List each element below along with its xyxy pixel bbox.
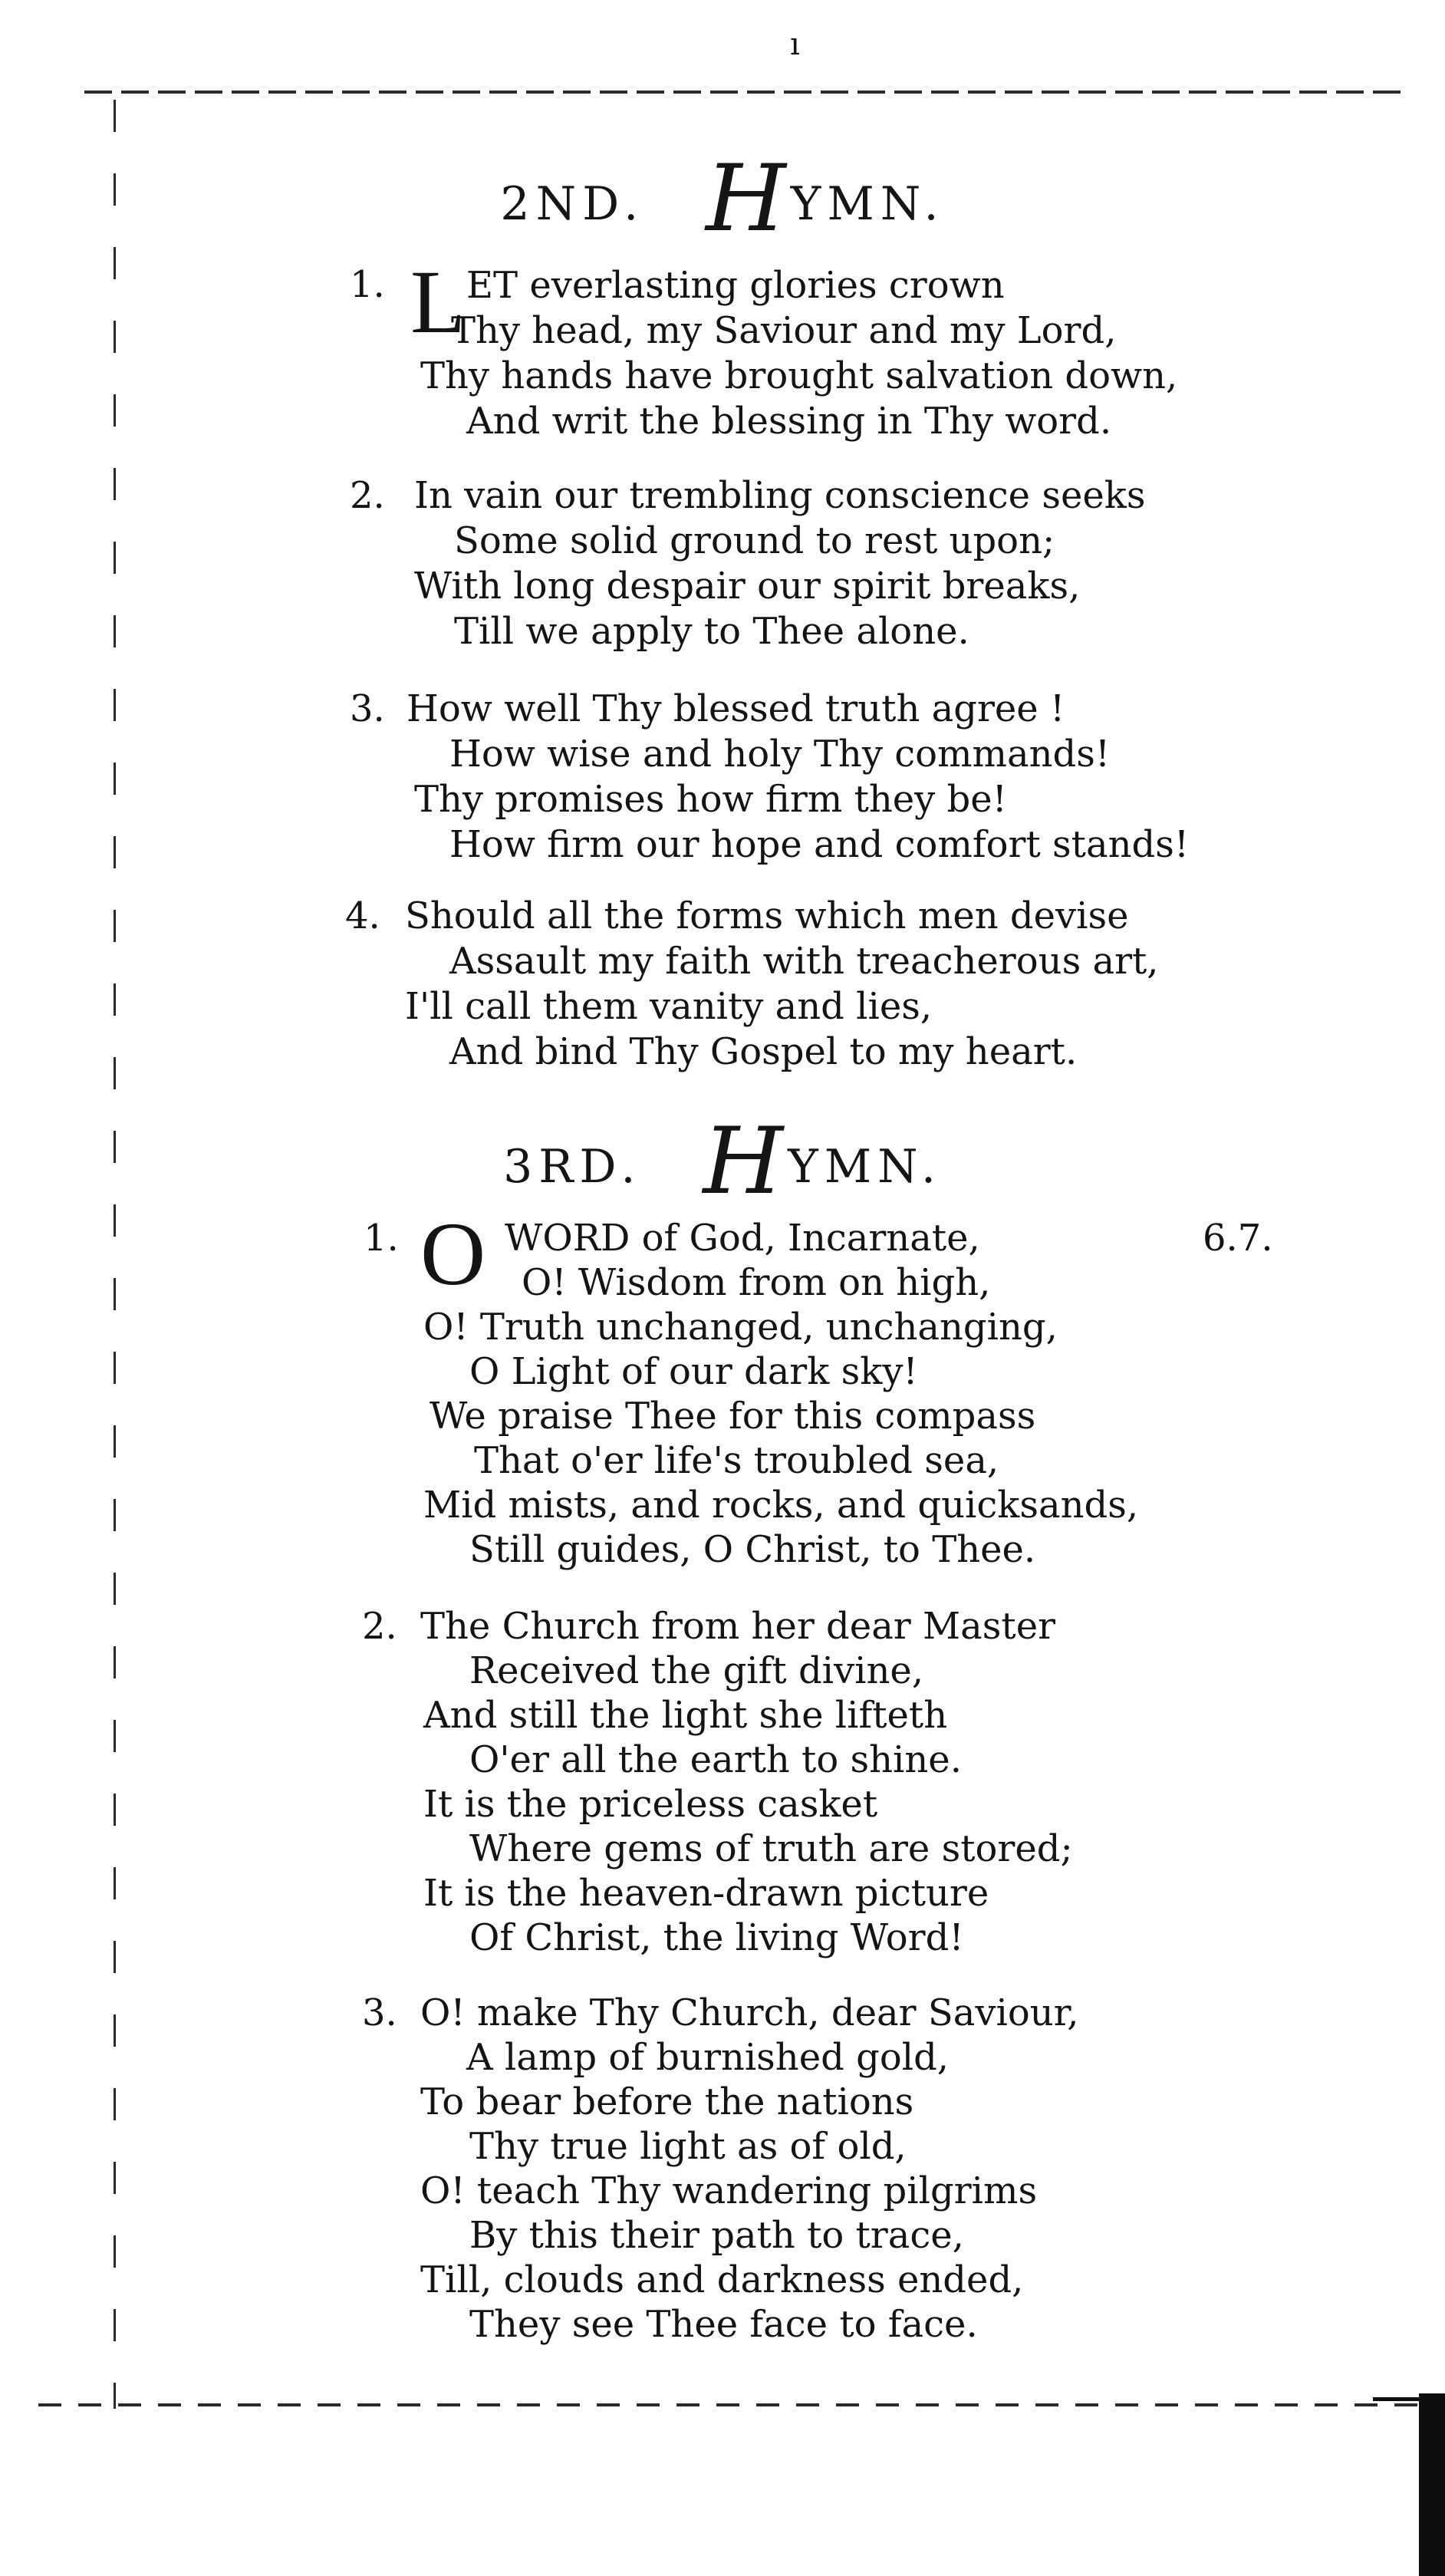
verse-line: The Church from her dear Master xyxy=(420,1605,1056,1648)
verse-line: A lamp of burnished gold, xyxy=(466,2036,950,2079)
bottom-border-rule xyxy=(38,2403,1419,2406)
right-edge-bar xyxy=(1419,2393,1445,2576)
drop-capital: L xyxy=(410,252,466,352)
hymn-3-title xyxy=(0,1108,1445,1215)
stanza-number: 1. xyxy=(364,1217,399,1260)
verse-line: Thy true light as of old, xyxy=(469,2125,907,2168)
verse-line: O! make Thy Church, dear Saviour, xyxy=(420,1991,1079,2034)
hymn-3-title-capital: H xyxy=(703,1108,784,1215)
top-border-rule xyxy=(84,91,1404,94)
verse-line: Should all the forms which men devise xyxy=(405,894,1129,937)
verse-line: They see Thee face to face. xyxy=(469,2303,978,2346)
verse-line: And still the light she lifteth xyxy=(423,1694,948,1737)
verse-line: Of Christ, the living Word! xyxy=(469,1916,964,1959)
verse-line: Thy promises how firm they be! xyxy=(414,778,1007,821)
stanza-number: 2. xyxy=(350,474,385,517)
verse-line: Assault my faith with treacherous art, xyxy=(449,940,1159,983)
verse-line: Till, clouds and darkness ended, xyxy=(420,2258,1024,2301)
verse-line: O! Wisdom from on high, xyxy=(522,1261,991,1304)
hymn-3-meter: 6.7. xyxy=(1203,1217,1273,1260)
verse-line: Mid mists, and rocks, and quicksands, xyxy=(423,1484,1139,1527)
hymn-2-title-capital: H xyxy=(706,146,786,252)
hymn-3-title-number: 3RD. xyxy=(503,1140,642,1194)
verse-line: How wise and holy Thy commands! xyxy=(449,733,1111,776)
verse-line: Some solid ground to rest upon; xyxy=(454,519,1055,562)
verse-line: How well Thy blessed truth agree ! xyxy=(407,687,1065,730)
verse-line: Till we apply to Thee alone. xyxy=(454,610,969,653)
verse-line: O'er all the earth to shine. xyxy=(469,1738,962,1781)
verse-line: It is the priceless casket xyxy=(423,1783,878,1826)
verse-line: WORD of God, Incarnate, xyxy=(505,1217,980,1260)
verse-line: O! Truth unchanged, unchanging, xyxy=(423,1306,1058,1349)
verse-line: I'll call them vanity and lies, xyxy=(405,985,933,1028)
hymn-2-title-rest: YMN. xyxy=(790,177,945,231)
verse-line: Thy head, my Saviour and my Lord, xyxy=(451,309,1117,352)
verse-line: Where gems of truth are stored; xyxy=(469,1827,1073,1870)
verse-line: That o'er life's troubled sea, xyxy=(474,1439,999,1482)
left-border-rule xyxy=(114,100,116,2409)
verse-line: O Light of our dark sky! xyxy=(469,1350,918,1393)
stanza-number: 3. xyxy=(362,1991,397,2034)
verse-line: To bear before the nations xyxy=(420,2080,914,2123)
verse-line: It is the heaven-drawn picture xyxy=(423,1872,989,1915)
hymn-3-title-rest: YMN. xyxy=(788,1140,942,1194)
verse-line: Still guides, O Christ, to Thee. xyxy=(469,1528,1036,1571)
hymn-2-title xyxy=(0,146,1445,252)
stanza-number: 2. xyxy=(362,1605,397,1648)
verse-line: In vain our trembling conscience seeks xyxy=(414,474,1146,517)
verse-line: O! teach Thy wandering pilgrims xyxy=(420,2169,1038,2212)
verse-line: Thy hands have brought salvation down, xyxy=(420,354,1178,397)
verse-line: With long despair our spirit breaks, xyxy=(414,565,1081,608)
verse-line: By this their path to trace, xyxy=(469,2214,964,2257)
verse-line: ET everlasting glories crown xyxy=(466,264,1005,307)
verse-line: How firm our hope and comfort stands! xyxy=(449,823,1190,866)
drop-capital: O xyxy=(420,1204,486,1304)
hymn-2-title-number: 2ND. xyxy=(500,177,645,231)
verse-line: We praise Thee for this compass xyxy=(430,1395,1036,1438)
stanza-number: 3. xyxy=(350,687,385,730)
verse-line: And bind Thy Gospel to my heart. xyxy=(449,1030,1078,1073)
verse-line: And writ the blessing in Thy word. xyxy=(466,400,1112,443)
page-top-mark: ı xyxy=(790,27,800,62)
stanza-number: 4. xyxy=(345,894,380,937)
verse-line: Received the gift divine, xyxy=(469,1649,924,1692)
stanza-number: 1. xyxy=(350,263,385,306)
